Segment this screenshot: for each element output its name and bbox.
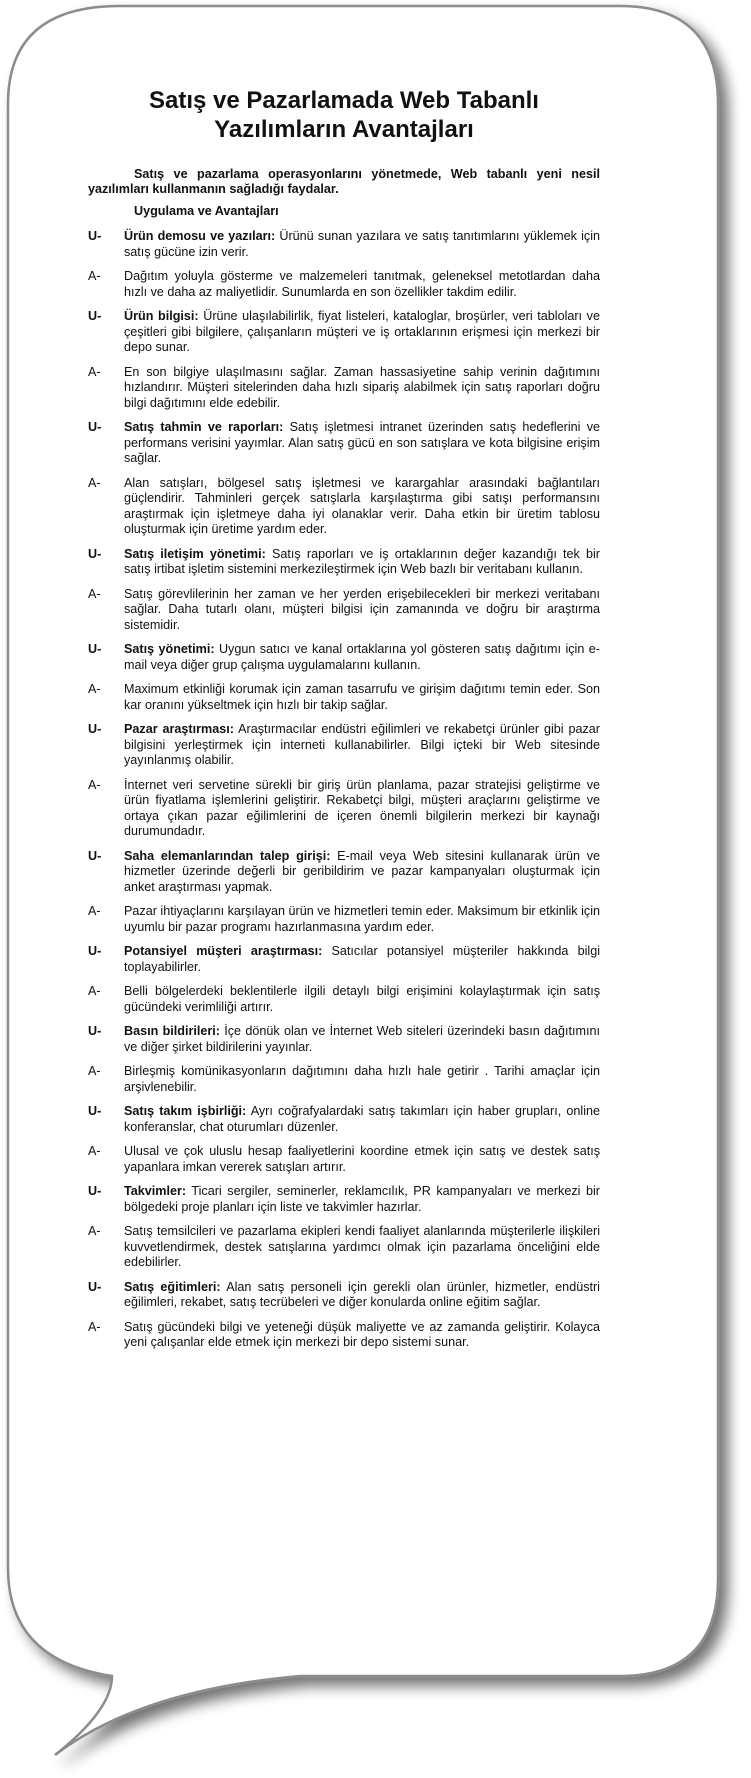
entry-heading: Satış tahmin ve raporları:: [124, 420, 284, 434]
usage-entry: [88, 1280, 600, 1311]
entry-marker: U-: [88, 1024, 102, 1038]
entry-text: Satış işletmesi intranet üzerinden satış hedeflerini ve performans verisini yayımlar. Alan satış gücü en son satışlara ve kota bilgisine erişim sağlar.: [124, 420, 600, 465]
entry-marker: A-: [88, 777, 101, 792]
entry-marker: U-: [88, 848, 102, 863]
title-line-2: Yazılımların Avantajları: [214, 116, 474, 143]
usage-entry: [88, 309, 600, 356]
entry-marker: A-: [88, 904, 101, 918]
title-line-1: Satış ve Pazarlamada Web Tabanlı: [149, 87, 539, 114]
entry-marker: U-: [88, 642, 102, 656]
entry-marker: U-: [88, 1104, 102, 1118]
entry-text: Ulusal ve çok uluslu hesap faaliyetlerini koordine etmek için satış ve destek satış yapanlara imkan vererek satışları artırır.: [124, 1144, 600, 1174]
document-body: [88, 86, 600, 1360]
entry-marker: A-: [88, 1224, 101, 1238]
advantage-entry: [88, 1320, 600, 1351]
entry-heading: Basın bildirileri:: [124, 1024, 220, 1038]
usage-entry: [88, 547, 600, 578]
entry-heading: Satış yönetimi:: [124, 642, 215, 656]
entry-text: Alan satışları, bölgesel satış işletmesi ve karargahlar arasındaki bağlantıları güçlendirir. Tahminleri gerçek satışlarla karşılaştırma gibi satışı performansını araştırmak için işletmeye daha iyi olanaklar verir. Daha etkin bir üretim tablosu oluşturmak için üretime yardım eder.: [124, 475, 600, 536]
entry-text: İnternet veri servetine sürekli bir giriş ürün planlama, pazar stratejisi geliştirme ve ürün fiyatlama işlemlerini geliştirir. Rekabetçi bilgi, müşteri araçlarını geliştirme ve ortaya çıkan pazar eğilimlerini de içeren önemli bilgilerin merkezi bir kaynağı durumundadır.: [124, 777, 600, 838]
entry-text: Pazar ihtiyaçlarını karşılayan ürün ve hizmetleri temin eder. Maksimum bir etkinlik için uyumlu bir pazar programı hazırlanmasına yardım eder.: [124, 904, 600, 934]
entry-marker: A-: [88, 269, 101, 283]
entry-text: Ayrı coğrafyalardaki satış takımları için haber grupları, online konferanslar, chat oturumları düzenler.: [124, 1104, 600, 1134]
entry-heading: Pazar araştırması:: [124, 722, 234, 736]
usage-entry: [88, 229, 600, 260]
entry-marker: U-: [88, 420, 102, 434]
entry-text: Uygun satıcı ve kanal ortaklarına yol gösteren satış dağıtımı için e-mail veya diğer grup çalışma uygulamalarını kullanın.: [124, 642, 600, 672]
advantage-entry: [88, 476, 600, 538]
entry-heading: Takvimler:: [124, 1184, 187, 1198]
entry-heading: Satış iletişim yönetimi:: [124, 546, 266, 561]
usage-entry: [88, 1184, 600, 1215]
entry-marker: A-: [88, 586, 101, 601]
entry-heading: Ürün demosu ve yazıları:: [124, 229, 276, 243]
advantage-entry: [88, 904, 600, 935]
entry-text: Dağıtım yoluyla gösterme ve malzemeleri tanıtmak, geleneksel metotlardan daha hızlı ve daha az maliyetlidir. Sunumlarda en son özellikler takdim edilir.: [124, 269, 600, 299]
entry-text: Alan satış personeli için gerekli olan ürünler, hizmetler, endüstri eğilimleri, rekabet, satış tecrübeleri ve diğer konularda online eğitim sağlar.: [124, 1279, 600, 1309]
entry-text: Ticari sergiler, seminerler, reklamcılık, PR kampanyaları ve merkezi bir bölgedeki proje planları için liste ve takvimler hazırlar.: [124, 1184, 600, 1214]
entry-text: En son bilgiye ulaşılmasını sağlar. Zaman hassasiyetine sahip verinin dağıtımını hızlandırır. Müşteri sitelerinden daha hızlı sipariş alabilmek için satış raporları doğru bilgi dağıtımını elde edebilir.: [124, 364, 600, 410]
usage-entry: [88, 849, 600, 896]
usage-entry: [88, 1024, 600, 1055]
entry-text: Araştırmacılar endüstri eğilimleri ve rekabetçi ürünler gibi pazar bilgisini yerleştirmek için interneti kullanabilirler. Bilgi içteki bir Web sitesinde yayınlanmış olabilir.: [124, 722, 600, 767]
entry-text: Satış gücündeki bilgi ve yeteneği düşük maliyette ve az zamanda geliştirir. Kolayca yeni çalışanlar elde etmek için merkezi bir depo sistemi sunar.: [124, 1319, 600, 1349]
entry-marker: U-: [88, 546, 102, 561]
advantage-entry: [88, 682, 600, 713]
advantage-entry: [88, 1144, 600, 1175]
advantage-entry: [88, 778, 600, 840]
entry-heading: Ürün bilgisi:: [124, 309, 199, 323]
entry-text: Satış görevlilerinin her zaman ve her yerden erişebilecekleri bir merkezi veritabanı sağlar. Daha tutarlı olanı, müşteri bilgisi için zamanında ve doğru bir araştırma sistemidir.: [124, 586, 600, 632]
entry-text: Satış temsilcileri ve pazarlama ekipleri kendi faaliyet alanlarında müşterilerle ilişkileri kuvvetlendirmek, destek satışlarına yardımcı olmak için pazarlama önceliğini elde edebilirler.: [124, 1224, 600, 1269]
entry-text: Maximum etkinliği korumak için zaman tasarrufu ve girişim dağıtımı temin eder. Son kar oranını yükseltmek için hızlı bir takip sağlar.: [124, 682, 600, 712]
advantage-entry: [88, 1224, 600, 1271]
entry-marker: U-: [88, 309, 102, 323]
entry-heading: Satış eğitimleri:: [124, 1279, 221, 1294]
entry-text: Ürünü sunan yazılara ve satış tanıtımlarını yüklemek için satış gücüne izin verir.: [124, 229, 600, 259]
entry-marker: A-: [88, 1144, 101, 1158]
entry-heading: Saha elemanlarından talep girişi:: [124, 848, 331, 863]
document-title: [88, 86, 600, 144]
entry-text: Satıcılar potansiyel müşteriler hakkında bilgi toplayabilirler.: [124, 944, 600, 974]
section-subheading: Uygulama ve Avantajları: [134, 204, 279, 218]
advantage-entry: [88, 587, 600, 634]
entry-marker: A-: [88, 984, 101, 998]
usage-entry: [88, 642, 600, 673]
entry-text: Birleşmiş komünikasyonların dağıtımını daha hızlı hale getirir . Tarihi amaçlar için arşivlenebilir.: [124, 1064, 600, 1094]
entry-marker: A-: [88, 475, 101, 490]
usage-entry: [88, 420, 600, 467]
advantage-entry: [88, 1064, 600, 1095]
entry-text: Ürüne ulaşılabilirlik, fiyat listeleri, kataloglar, broşürler, veri tabloları ve çeşitleri gibi bilgilere, çalışanların müşteri ve iş ortaklarının erişmesi için merkezi bir depo sunar.: [124, 309, 600, 354]
entry-marker: A-: [88, 1319, 101, 1334]
entry-text: Belli bölgelerdeki beklentilerle ilgili detaylı bilgi erişimini kolaylaştırmak için satış gücündeki verimliliği artırır.: [124, 984, 600, 1014]
entry-marker: U-: [88, 944, 102, 958]
entry-marker: U-: [88, 1279, 102, 1294]
entry-text: E-mail veya Web sitesini kullanarak ürün ve hizmetler üzerinde değerli bir geribildirim ve pazar kampanyaları oluşturmak için anket araştırması yapmak.: [124, 848, 601, 894]
entry-list: [88, 229, 600, 1351]
entry-marker: A-: [88, 364, 101, 379]
entry-text: Satış raporları ve iş ortaklarının değer kazandığı tek bir satış irtibat işletim sistemini merkezileştirmek için Web bazlı bir veritabanı kullanın.: [124, 546, 600, 576]
advantage-entry: [88, 365, 600, 412]
entry-heading: Potansiyel müşteri araştırması:: [124, 944, 323, 958]
usage-entry: [88, 722, 600, 769]
entry-heading: Satış takım işbirliği:: [124, 1104, 247, 1118]
intro-paragraph: Satış ve pazarlama operasyonlarını yönetmede, Web tabanlı yeni nesil yazılımları kullanmanın sağladığı faydalar.: [88, 167, 600, 196]
advantage-entry: [88, 984, 600, 1015]
entry-marker: A-: [88, 682, 101, 696]
usage-entry: [88, 1104, 600, 1135]
advantage-entry: [88, 269, 600, 300]
entry-marker: U-: [88, 1184, 102, 1198]
entry-marker: A-: [88, 1064, 101, 1078]
usage-entry: [88, 944, 600, 975]
entry-marker: U-: [88, 722, 102, 736]
entry-text: İçe dönük olan ve İnternet Web siteleri üzerindeki basın dağıtımını ve diğer şirket bildirilerini yayınlar.: [124, 1024, 601, 1054]
entry-marker: U-: [88, 229, 102, 243]
